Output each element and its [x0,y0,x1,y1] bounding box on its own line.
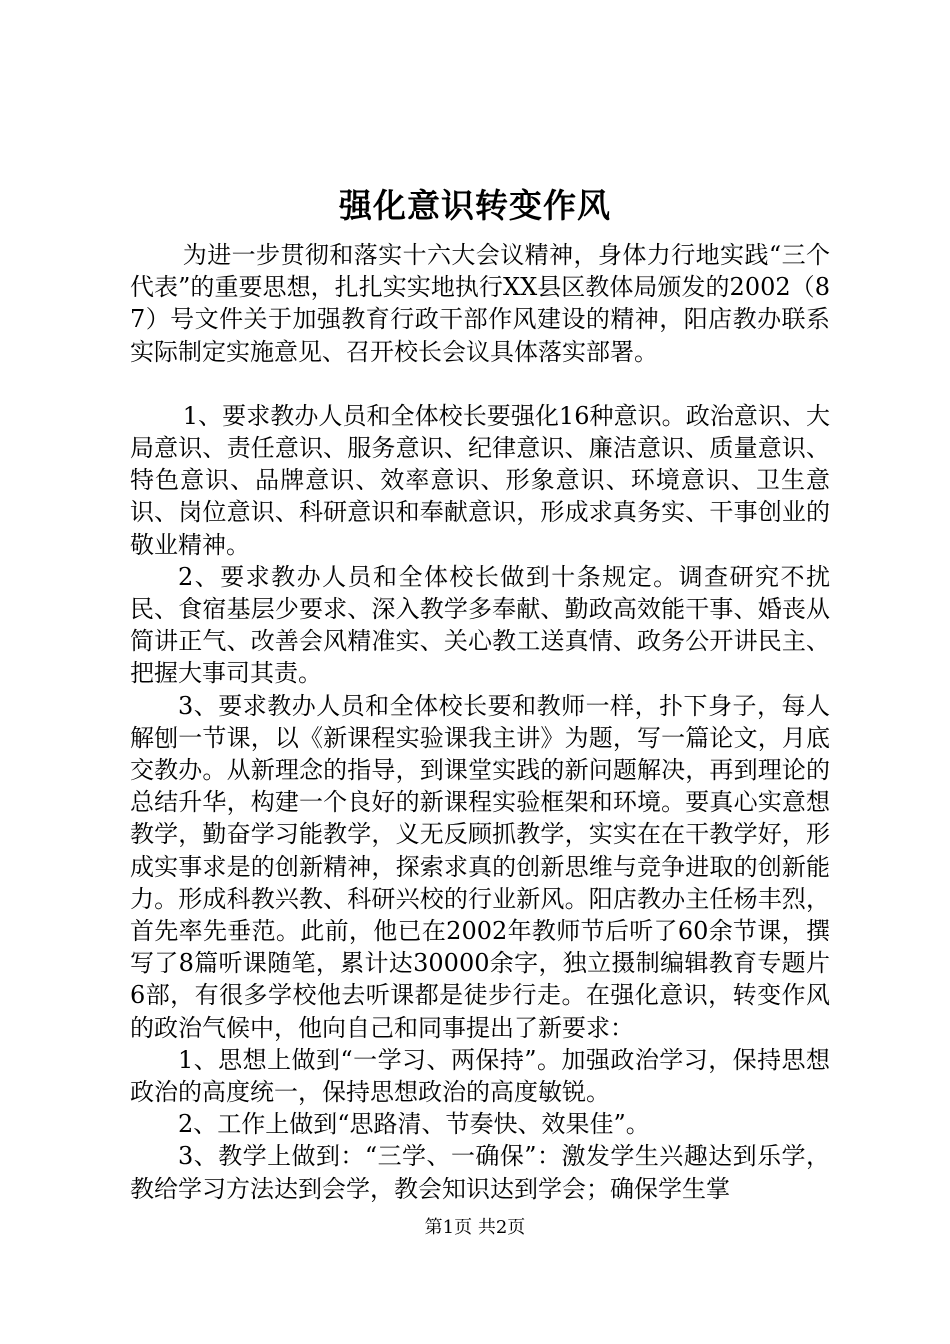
sub-item-3: 3、教学上做到：“三学、一确保”：激发学生兴趣达到乐学，教给学习方法达到会学，教会知识达到学会；确保学生掌 [130,1142,830,1203]
paragraph-item-2: 2、要求教办人员和全体校长做到十条规定。调查研究不扰民、食宿基层少要求、深入教学多奉献、勤政高效能干事、婚丧从简讲正气、改善会风精准实、关心教工送真情、政务公开讲民主、把握大事司其责。 [130,562,830,688]
paragraph-item-1: 1、要求教办人员和全体校长要强化16种意识。政治意识、大局意识、责任意识、服务意识、纪律意识、廉洁意识、质量意识、特色意识、品牌意识、效率意识、形象意识、环境意识、卫生意识、岗位意识、科研意识和奉献意识，形成求真务实、干事创业的敬业精神。 [130,401,830,559]
sub-item-1: 1、思想上做到“一学习、两保持”。加强政治学习，保持思想政治的高度统一，保持思想政治的高度敏锐。 [130,1045,830,1107]
intro-paragraph: 为进一步贯彻和落实十六大会议精神，身体力行地实践“三个代表”的重要思想，扎扎实实地执行XX县区教体局颁发的2002（87）号文件关于加强教育行政干部作风建设的精神，阳店教办联系实际制定实施意见、召开校长会议具体落实部署。 [130,241,830,366]
paragraph-spacer [130,368,830,400]
paragraph-item-3: 3、要求教办人员和全体校长要和教师一样，扑下身子，每人解刨一节课，以《新课程实验课我主讲》为题，写一篇论文，月底交教办。从新理念的指导，到课堂实践的新问题解决，再到理论的总结升华，构建一个良好的新课程实验框架和环境。要真心实意想教学，勤奋学习能教学，义无反顾抓教学，实实在在干教学好，形成实事求是的创新精神，探索求真的创新思维与竞争进取的创新能力。形成科教兴教、科研兴校的行业新风。阳店教办主任杨丰烈，首先率先垂范。此前，他已在2002年教师节后听了60余节课，撰写了8篇听课随笔，累计达30000余字，独立摄制编辑教育专题片6部，有很多学校他去听课都是徒步行走。在强化意识，转变作风的政治气候中，他向自己和同事提出了新要求： [130,691,830,1042]
page-footer: 第1页 共2页 [424,1217,526,1238]
document-body [130,239,830,1205]
sub-item-2: 2、工作上做到“思路清、节奏快、效果佳”。 [178,1110,650,1139]
document-title: 强化意识转变作风 [339,186,611,225]
